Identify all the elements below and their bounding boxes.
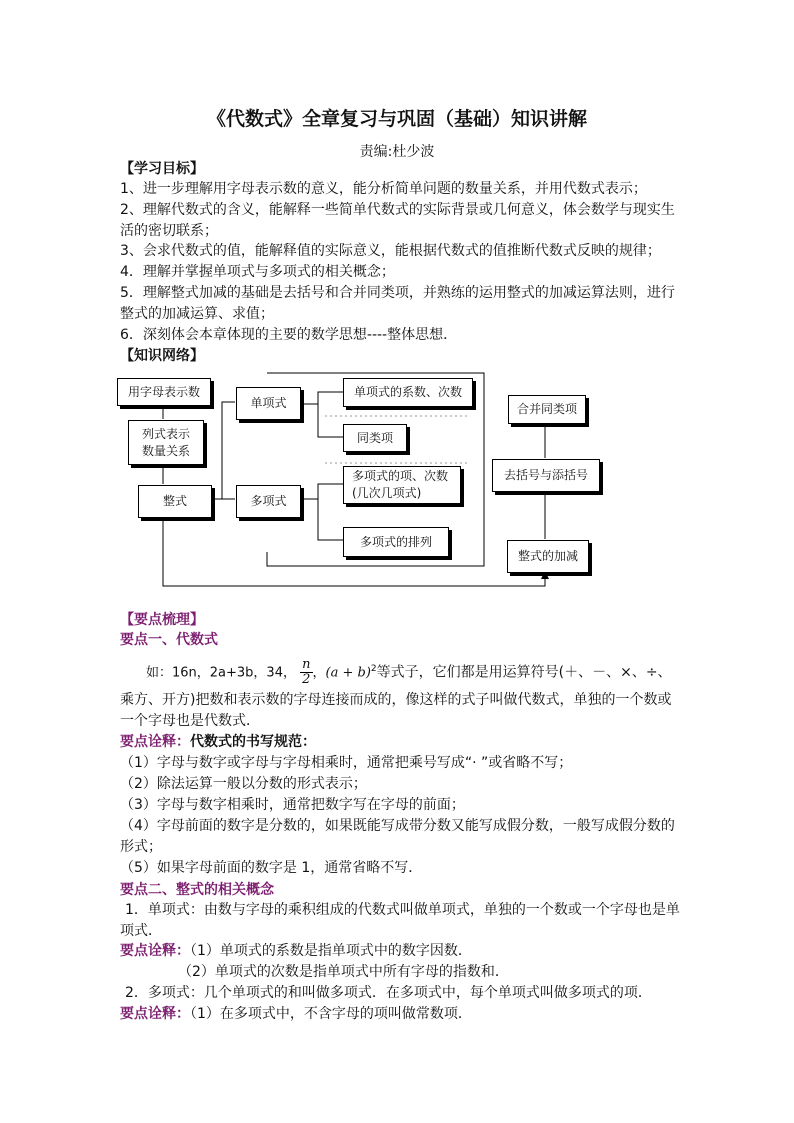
box-duoxiangshi-label: 多项式: [250, 494, 287, 508]
box-poly-terms-line1: 多项式的项、次数: [352, 469, 449, 483]
p2-note3: （1）在多项式中，不含字母的项叫做常数项．: [190, 1006, 472, 1022]
math-exponent: 2: [370, 664, 377, 674]
rule-line: （3）字母与数字相乘时，通常把数字写在字母的前面；: [120, 797, 465, 813]
box-brackets-label: 去括号与添括号: [503, 468, 588, 482]
point1-example-line: 如：16n，2a+3b，34， $\frac{n}{2}$ ，$(a + b)^2$等式子，它们都是用运算符号(＋、－、×、÷、: [146, 657, 672, 688]
link-zhengshi-dan: [211, 402, 235, 499]
point1-line2: 乘方、开方)把数和表示数的字母连接而成的，像这样的式子叫做代数式，单独的一个数或: [120, 692, 672, 708]
box-poly-terms: [343, 466, 461, 504]
note-label: 要点诠释：: [120, 1006, 190, 1022]
goals-heading: 【学习目标】: [120, 161, 204, 177]
goal-line: 6．深刻体会本章体现的主要的数学思想----整体思想．: [120, 327, 458, 343]
box-coef-degree-label: 单项式的系数、次数: [353, 385, 462, 399]
rule-line: （1）字母与数字或字母与字母相乘时，通常把乘号写成“· ”或省略不写；: [120, 755, 573, 771]
box-poly-order-label: 多项式的排列: [359, 534, 432, 549]
p2-note1: （1）单项式的系数是指单项式中的数字因数．: [190, 943, 472, 959]
link-dan-children: [318, 392, 343, 437]
box-add-sub-label: 整式的加减: [517, 549, 578, 563]
rule-line: （2）除法运算一般以分数的形式表示；: [120, 776, 367, 792]
box-list-relation-line1: 列式表示: [141, 426, 190, 441]
goal-line: 1、进一步理解用字母表示数的意义，能分析简单问题的数量关系，并用代数式表示；: [120, 181, 647, 197]
page-title: 《代数式》全章复习与巩固（基础）知识讲解: [206, 108, 587, 130]
box-letters: [117, 378, 211, 406]
fraction-denominator: 2: [302, 672, 311, 688]
box-zhengshi: [138, 485, 212, 518]
p2-note2: （2）单项式的次数是指单项式中所有字母的指数和．: [178, 964, 509, 980]
box-like-terms: [343, 424, 407, 452]
summary-heading: 【要点梳理】: [120, 612, 204, 628]
note-label: 要点诠释：: [120, 734, 190, 750]
box-poly-terms-line2: (几次几项式): [352, 486, 422, 500]
box-danxiangshi-label: 单项式: [250, 396, 287, 410]
p2-note1-line: [120, 941, 472, 962]
box-list-relation-line2: 数量关系: [141, 443, 190, 458]
goal-line: 整式的加减运算、求值；: [120, 306, 274, 322]
goal-line: 2、理解代数式的含义，能解释一些简单代数式的实际背景或几何意义，体会数学与现实生: [120, 202, 675, 218]
math-expression: (a + b): [325, 665, 371, 681]
note1-line: [120, 732, 316, 753]
rule-line: （5）如果字母前面的数字是 1，通常省略不写．: [120, 860, 423, 876]
box-danxiangshi: [236, 387, 301, 420]
goal-line: 活的密切联系；: [120, 223, 218, 239]
goal-line: 3、会求代数式的值，能解释值的实际意义，能根据代数式的值推断代数式反映的规律；: [120, 243, 661, 259]
box-coef-degree: [343, 378, 473, 407]
p2-note3-line: [120, 1004, 472, 1025]
note-label: 要点诠释：: [120, 943, 190, 959]
box-duoxiangshi: [236, 485, 301, 518]
network-heading: 【知识网络】: [120, 348, 204, 364]
point2-heading: 要点二、整式的相关概念: [120, 882, 274, 898]
box-letters-label: 用字母表示数: [127, 384, 200, 399]
p2-line1: 1．单项式：由数与字母的乘积组成的代数式叫做单项式，单独的一个数或一个字母也是单: [125, 902, 680, 918]
goal-line: 4．理解并掌握单项式与多项式的相关概念；: [120, 264, 395, 280]
point1-line3: 一个字母也是代数式．: [120, 713, 260, 729]
point1-heading: 要点一、代数式: [120, 632, 218, 648]
rule-line: （4）字母前面的数字是分数的，如果既能写成带分数又能写成假分数，一般写成假分数的: [120, 818, 675, 834]
box-list-relation: [128, 420, 204, 465]
p2-line2: 项式．: [120, 923, 162, 939]
box-combine: [508, 395, 586, 424]
example-suffix: 等式子，它们都是用运算符号(＋、－、×、÷、: [376, 664, 672, 681]
box-poly-order: [343, 527, 449, 557]
author-line: 责编:杜少波: [359, 144, 435, 160]
fraction-numerator: n: [302, 657, 311, 673]
box-brackets: [492, 459, 600, 492]
fraction-n-over-2: [300, 658, 312, 687]
link-duo-children: [318, 484, 343, 540]
example-prefix: 如：16n，2a+3b，34，: [146, 665, 296, 681]
box-like-terms-label: 同类项: [356, 430, 393, 445]
box-combine-label: 合并同类项: [516, 402, 577, 416]
box-zhengshi-label: 整式: [162, 494, 187, 508]
goal-line: 5．理解整式加减的基础是去括号和合并同类项，并熟练的运用整式的加减运算法则，进行: [120, 285, 675, 301]
rule-line: 形式；: [120, 839, 162, 855]
p2-line3: 2．多项式：几个单项式的和叫做多项式．在多项式中，每个单项式叫做多项式的项．: [125, 985, 652, 1001]
box-add-sub: [507, 540, 589, 573]
note1-title: 代数式的书写规范：: [190, 734, 316, 750]
